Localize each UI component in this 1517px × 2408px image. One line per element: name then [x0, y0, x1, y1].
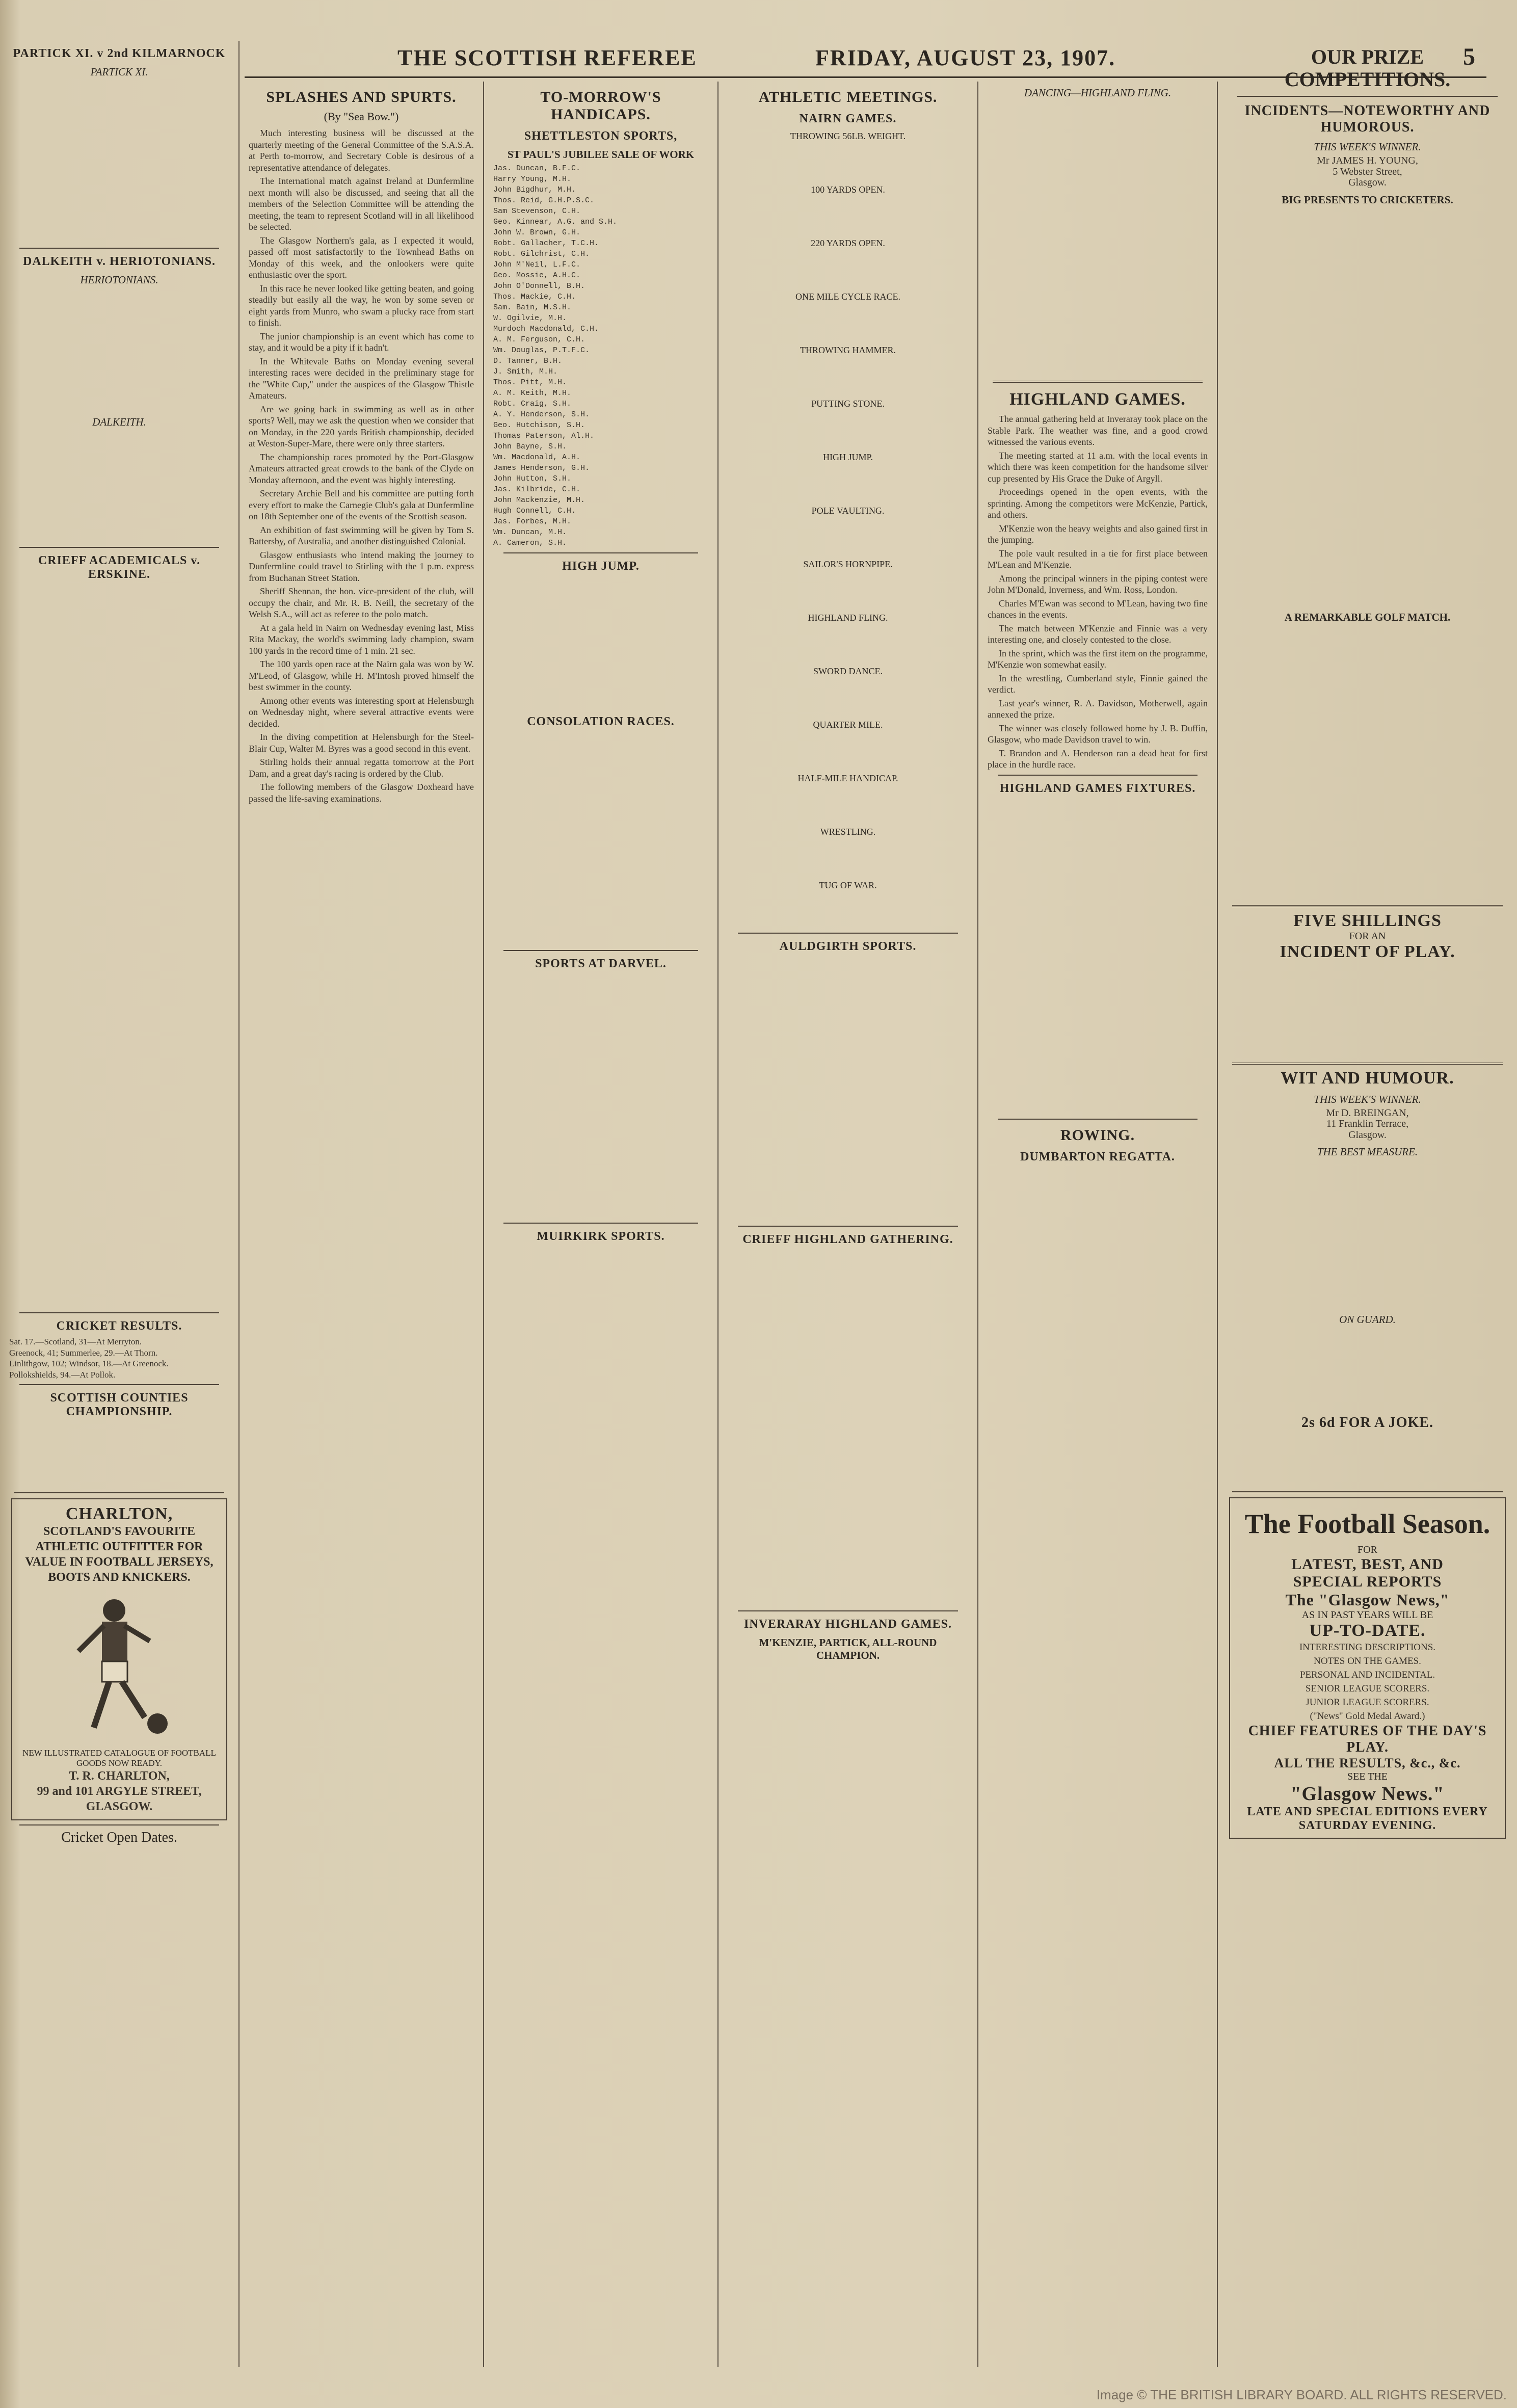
entrant-row — [493, 249, 708, 259]
divider — [1237, 96, 1498, 97]
dancing-heading: DANCING—HIGHLAND FLING. — [1024, 87, 1172, 99]
event-heading: SAILOR'S HORNPIPE. — [803, 559, 893, 569]
column-highland — [978, 82, 1218, 2367]
entrant-name: Harry Young, M.H. — [493, 175, 572, 183]
entrant-name: Jas. Kilbride, C.H. — [493, 485, 581, 494]
consolation-heading: CONSOLATION RACES. — [527, 715, 675, 728]
article-paragraph: Stirling holds their annual regatta tomorrow at the Port Dam, and a great day's racing is ordered by the Club. — [249, 757, 474, 779]
entrant-name: John M'Neil, L.F.C. — [493, 260, 581, 269]
entrant-name: Geo. Kinnear, A.G. and S.H. — [493, 218, 618, 226]
article-paragraph: The annual gathering held at Inveraray took place on the Stable Park. The weather was fine, and a good crowd witnessed the various events. — [988, 414, 1208, 447]
entrants-list — [493, 163, 708, 548]
best-measure-heading: THE BEST MEASURE. — [1317, 1146, 1418, 1158]
event-heading: QUARTER MILE. — [813, 720, 883, 730]
entrant-name: J. Smith, M.H. — [493, 367, 558, 376]
article-paragraph: Among the principal winners in the piping contest were John M'Donald, Inverness, and Wm. Ross, London. — [988, 573, 1208, 595]
entrant-name: Jas. Duncan, B.F.C. — [493, 164, 581, 173]
article-paragraph: The 100 yards open race at the Nairn gala was won by W. M'Leod, of Glasgow, while H. M'Intosh proved himself the best swimmer in the county. — [249, 659, 474, 692]
charlton-advert — [11, 1498, 227, 1820]
score-table-partick — [9, 81, 229, 244]
entrant-row — [493, 345, 708, 356]
entrant-name: A. Y. Henderson, S.H. — [493, 410, 590, 419]
entrant-row — [493, 366, 708, 377]
entrant-name: Sam. Bain, M.S.H. — [493, 303, 572, 312]
charlton-tagline: SCOTLAND'S FAVOURITE ATHLETIC OUTFITTER FOR VALUE IN FOOTBALL JERSEYS, BOOTS AND KNICKERS. — [25, 1525, 214, 1584]
match-heading-partick: PARTICK XI. v 2nd KILMARNOCK — [13, 47, 226, 60]
golf-heading: A REMARKABLE GOLF MATCH. — [1284, 611, 1451, 623]
column-scores — [0, 41, 239, 2367]
article-paragraph: Much interesting business will be discussed at the quarterly meeting of the General Committee of the S.A.S.A. at Perth to-morrow, and Secretary Coble is desirous of a representative attendance of delegates. — [249, 128, 474, 173]
article-paragraph: Among other events was interesting sport at Helensburgh on Wednesday night, where several attractive events were decided. — [249, 695, 474, 729]
entrant-row — [493, 195, 708, 206]
counties-heading: SCOTTISH COUNTIES CHAMPIONSHIP. — [50, 1391, 189, 1418]
entrant-name: Wm. Douglas, P.T.F.C. — [493, 346, 590, 355]
entrant-name: D. Tanner, B.H. — [493, 357, 563, 365]
highland-games-heading: HIGHLAND GAMES. — [1009, 390, 1186, 409]
auldgirth-block — [728, 957, 968, 1222]
entrant-name: Thos. Reid, G.H.P.S.C. — [493, 196, 595, 205]
event-results — [728, 625, 968, 661]
highland-article — [988, 413, 1208, 771]
event-heading: 220 YARDS OPEN. — [811, 238, 885, 248]
event-results — [728, 197, 968, 233]
entrant-row — [493, 420, 708, 431]
divider — [738, 933, 958, 934]
athletic-heading: ATHLETIC MEETINGS. — [758, 89, 938, 105]
article-paragraph: In the Whitevale Baths on Monday evening several interesting races were decided in the preliminary stage for the "White Cup," under the auspices of the Glasgow Thistle Amateurs. — [249, 356, 474, 401]
article-paragraph: The winner was closely followed home by J. B. Duffin, Glasgow, who made Davidson travel to win. — [988, 723, 1208, 745]
copyright-notice: Image © THE BRITISH LIBRARY BOARD. ALL RIGHTS RESERVED. — [1096, 2387, 1507, 2402]
entrant-name: Thos. Mackie, C.H. — [493, 293, 576, 301]
entrant-row — [493, 270, 708, 281]
entrant-row — [493, 452, 708, 463]
ad-the-news: The "Glasgow News," — [1285, 1591, 1450, 1609]
entrant-row — [493, 506, 708, 516]
entrant-name: Robt. Craig, S.H. — [493, 400, 572, 408]
ad-as-in: AS IN PAST YEARS WILL BE — [1301, 1609, 1433, 1621]
cricket-presents-heading: BIG PRESENTS TO CRICKETERS. — [1282, 193, 1453, 206]
event-heading: HALF-MILE HANDICAP. — [797, 773, 898, 783]
article-paragraph: Last year's winner, R. A. Davidson, Motherwell, again annexed the prize. — [988, 698, 1208, 720]
divider — [19, 1312, 219, 1313]
golf-block — [1227, 626, 1508, 901]
cricket-open-dates: Cricket Open Dates. — [61, 1830, 177, 1845]
event-heading: SWORD DANCE. — [813, 666, 883, 676]
divider — [993, 381, 1203, 383]
entrant-row — [493, 292, 708, 302]
entrant-row — [493, 441, 708, 452]
match-heading-crieff: CRIEFF ACADEMICALS v. ERSKINE. — [38, 554, 201, 581]
entrant-name: John Mackenzie, M.H. — [493, 496, 585, 505]
entrant-row — [493, 259, 708, 270]
entrant-name: John O'Donnell, B.H. — [493, 282, 585, 290]
event-heading: THROWING HAMMER. — [800, 345, 896, 355]
entrant-row — [493, 227, 708, 238]
divider — [19, 547, 219, 548]
high-jump-block — [493, 576, 708, 709]
entrant-name: Thos. Pitt, M.H. — [493, 378, 567, 387]
article-paragraph: The meeting started at 11 a.m. with the local events in which there was keen competition for the handsome silver cup presented by His Grace the Duke of Argyll. — [988, 450, 1208, 484]
article-paragraph: Are we going back in swimming as well as in other sports? Well, may we ask the question when we consider that on Monday, in the 220 yards British championship, decided at Weston-Super-Mare, there were only three starters. — [249, 404, 474, 448]
ad-results: ALL THE RESULTS, &c., &c. — [1274, 1756, 1461, 1770]
divider — [503, 552, 698, 553]
issue-date: FRIDAY, AUGUST 23, 1907. — [815, 45, 1116, 70]
event-results — [728, 465, 968, 500]
entrant-row — [493, 184, 708, 195]
event-heading: 100 YARDS OPEN. — [811, 184, 885, 195]
ad-glasgow-news: "Glasgow News." — [1290, 1783, 1445, 1805]
glasgow-news-advert — [1229, 1497, 1506, 1839]
winner-heading: THIS WEEK'S WINNER. — [1314, 141, 1421, 153]
footballer-illustration — [53, 1590, 185, 1743]
crieff-heading: CRIEFF HIGHLAND GATHERING. — [742, 1233, 953, 1246]
ad-late: LATE AND SPECIAL EDITIONS EVERY SATURDAY EVENING. — [1247, 1805, 1488, 1832]
divider — [738, 1610, 958, 1611]
wit-winner-name: Mr D. BREINGAN, 11 Franklin Terrace, Glasgow. — [1326, 1107, 1409, 1141]
entrant-row — [493, 174, 708, 184]
entrant-row — [493, 527, 708, 538]
dumbarton-heading: DUMBARTON REGATTA. — [1020, 1150, 1175, 1163]
event-results — [728, 893, 968, 929]
entrant-row — [493, 281, 708, 292]
newspaper-title: THE SCOTTISH REFEREE — [397, 45, 697, 70]
entrant-name: Robt. Gallacher, T.C.H. — [493, 239, 599, 248]
divider — [503, 1223, 698, 1224]
article-paragraph: In the wrestling, Cumberland style, Finnie gained the verdict. — [988, 673, 1208, 695]
event-results — [728, 786, 968, 822]
team-heading-heriotonians: HERIOTONIANS. — [80, 274, 158, 286]
event-results — [728, 732, 968, 768]
entrant-row — [493, 399, 708, 409]
sale-of-work-heading: ST PAUL'S JUBILEE SALE OF WORK — [507, 148, 695, 161]
event-heading: HIGH JUMP. — [822, 452, 873, 462]
entrant-row — [493, 356, 708, 366]
crieff-block — [728, 1250, 968, 1606]
entrant-name: Thomas Paterson, Al.H. — [493, 432, 595, 440]
entrant-name: Robt. Gilchrist, C.H. — [493, 250, 590, 258]
event-heading: HIGHLAND FLING. — [808, 613, 888, 623]
ad-up-to-date: UP-TO-DATE. — [1309, 1621, 1426, 1640]
article-paragraph: Proceedings opened in the open events, with the sprinting. Among the competitors were McKenzie, Partick, and others. — [988, 487, 1208, 520]
entrant-name: A. M. Keith, M.H. — [493, 389, 572, 398]
entrant-name: John W. Brown, G.H. — [493, 228, 581, 237]
divider — [1232, 1063, 1503, 1065]
entrant-row — [493, 377, 708, 388]
score-table-heriotonians — [9, 288, 229, 411]
column-splashes — [239, 82, 484, 2367]
incident-of-play: INCIDENT OF PLAY. — [1280, 942, 1455, 961]
article-paragraph: An exhibition of fast swimming will be given by Tom S. Battersby, of Australia, and another distinguished Colonial. — [249, 524, 474, 546]
inveraray-heading: INVERARAY HIGHLAND GAMES. — [744, 1618, 952, 1631]
event-results — [728, 144, 968, 179]
article-paragraph: The pole vault resulted in a tie for first place between M'Lean and M'Kenzie. — [988, 548, 1208, 570]
entrant-name: Wm. Duncan, M.H. — [493, 528, 567, 537]
event-heading: POLE VAULTING. — [811, 506, 885, 516]
entrant-name: John Hutton, S.H. — [493, 474, 572, 483]
entrant-row — [493, 217, 708, 227]
divider — [14, 1492, 224, 1494]
divider — [738, 1226, 958, 1227]
entrant-name: Murdoch Macdonald, C.H. — [493, 325, 599, 333]
article-paragraph: In the diving competition at Helensburgh for the Steel-Blair Cup, Walter M. Byres was a good second in this event. — [249, 732, 474, 754]
event-heading: PUTTING STONE. — [811, 399, 885, 409]
event-results — [728, 304, 968, 340]
entrant-name: W. Ogilvie, M.H. — [493, 314, 567, 323]
column-handicaps — [484, 82, 718, 2367]
entrant-name: John Bayne, S.H. — [493, 442, 567, 451]
cricket-results-list: Sat. 17.—Scotland, 31—At Merryton. Greenock, 41; Summerlee, 29.—At Thorn. Linlithgow, 102; Windsor, 18.—At Greenock. Pollokshields, 94.—At Pollok. — [9, 1337, 169, 1380]
divider — [503, 950, 698, 951]
entrant-row — [493, 538, 708, 548]
ad-latest: LATEST, BEST, AND — [1291, 1556, 1444, 1573]
cricket-presents-block — [1227, 208, 1508, 606]
on-guard-block — [1227, 1328, 1508, 1415]
entrant-row — [493, 334, 708, 345]
darvel-block — [493, 974, 708, 1219]
events-list — [728, 131, 968, 929]
article-paragraph: Glasgow enthusiasts who intend making the journey to Dunfermline could travel to Stirling with the 1 p.m. express from Buchanan Street Station. — [249, 549, 474, 583]
charlton-name: CHARLTON, — [65, 1504, 173, 1523]
article-paragraph: The following members of the Glasgow Doxheard have passed the life-saving examinations. — [249, 782, 474, 804]
handicaps-heading: TO-MORROW'S HANDICAPS. — [540, 89, 661, 123]
entrant-row — [493, 463, 708, 473]
entrant-row — [493, 388, 708, 399]
entrant-name: Hugh Connell, C.H. — [493, 507, 576, 515]
entrant-row — [493, 495, 708, 506]
competitions-heading: OUR PRIZE COMPETITIONS. — [1284, 45, 1451, 91]
entrant-row — [493, 484, 708, 495]
entrant-name: James Henderson, G.H. — [493, 464, 590, 472]
entrant-row — [493, 516, 708, 527]
joke-heading: 2s 6d FOR A JOKE. — [1301, 1415, 1433, 1431]
winner-name: Mr JAMES H. YOUNG, 5 Webster Street, Glasgow. — [1317, 155, 1418, 188]
article-paragraph: The International match against Ireland at Dunfermline next month will also be discussed, and seeing that all the members of the Selection Committee will be attending the meeting, the team to represent Scotland will in all likelihood be selected. — [249, 176, 474, 232]
event-heading: TUG OF WAR. — [819, 880, 877, 890]
event-results — [728, 518, 968, 554]
entrant-name: Jas. Forbes, M.H. — [493, 517, 572, 526]
incidents-heading: INCIDENTS—NOTEWORTHY AND HUMOROUS. — [1244, 103, 1491, 135]
divider — [19, 1384, 219, 1385]
article-paragraph: T. Brandon and A. Henderson ran a dead heat for first place in the hurdle race. — [988, 748, 1208, 770]
entrant-row — [493, 313, 708, 324]
article-paragraph: In the sprint, which was the first item on the programme, M'Kenzie won somewhat easily. — [988, 648, 1208, 670]
article-paragraph: Charles M'Ewan was second to M'Lean, having two fine chances in the events. — [988, 598, 1208, 620]
article-paragraph: The match between M'Kenzie and Finnie was a very interesting one, and closely contested to the close. — [988, 623, 1208, 645]
rowing-heading: ROWING. — [1060, 1126, 1135, 1144]
auldgirth-heading: AULDGIRTH SPORTS. — [779, 940, 917, 953]
event-heading: ONE MILE CYCLE RACE. — [795, 292, 900, 302]
divider — [1232, 1491, 1503, 1493]
five-shillings: FIVE SHILLINGS — [1293, 911, 1442, 930]
entrant-name: Sam Stevenson, C.H. — [493, 207, 581, 216]
entrant-name: Geo. Hutchison, S.H. — [493, 421, 585, 430]
event-results — [728, 679, 968, 715]
dancing-block — [988, 101, 1208, 377]
ad-chief: CHIEF FEATURES OF THE DAY'S PLAY. — [1248, 1723, 1487, 1755]
splashes-byline: (By "Sea Bow.") — [324, 110, 399, 123]
event-results — [728, 411, 968, 447]
ad-see: SEE THE — [1347, 1771, 1388, 1782]
divider — [19, 248, 219, 249]
entrant-row — [493, 324, 708, 334]
charlton-address: T. R. CHARLTON, 99 and 101 ARGYLE STREET, GLASGOW. — [37, 1769, 202, 1813]
match-heading-dalkeith: DALKEITH v. HERIOTONIANS. — [23, 255, 216, 268]
article-paragraph: Sheriff Shennan, the hon. vice-president of the club, will occupy the chair, and Mr. R. B. Neill, the secretary of the Welsh S.A., will act as referee to the polo match. — [249, 586, 474, 619]
counties-table — [9, 1422, 229, 1488]
splashes-heading: SPLASHES AND SPURTS. — [266, 89, 457, 105]
wit-humour-heading: WIT AND HUMOUR. — [1281, 1068, 1454, 1088]
entrant-name: Wm. Macdonald, A.H. — [493, 453, 581, 462]
event-results — [728, 251, 968, 286]
team-heading-dalkeith: DALKEITH. — [92, 416, 146, 428]
charlton-catalogue: NEW ILLUSTRATED CATALOGUE OF FOOTBALL GOODS NOW READY. — [22, 1748, 216, 1768]
splashes-article — [249, 127, 474, 804]
consolation-block — [493, 732, 708, 946]
entrant-name: John Bigdhur, M.H. — [493, 186, 576, 194]
entrant-row — [493, 473, 708, 484]
event-results — [728, 358, 968, 393]
entrant-row — [493, 206, 708, 217]
article-paragraph: The Glasgow Northern's gala, as I expected it would, passed off most satisfactorily to the Townhead Baths on Monday of this week, and the onlookers were quite enthusiastic over the sport. — [249, 235, 474, 280]
entrant-row — [493, 409, 708, 420]
article-paragraph: M'Kenzie won the heavy weights and also gained first in the jumping. — [988, 523, 1208, 545]
event-heading: WRESTLING. — [820, 827, 876, 837]
divider — [998, 775, 1197, 776]
cricket-results-heading: CRICKET RESULTS. — [56, 1319, 182, 1333]
team-heading-partick: PARTICK XI. — [90, 66, 148, 78]
event-results — [728, 572, 968, 607]
scorecard-block — [9, 585, 229, 1308]
entrant-name: A. M. Ferguson, C.H. — [493, 335, 585, 344]
entrant-row — [493, 163, 708, 174]
muirkirk-heading: MUIRKIRK SPORTS. — [537, 1230, 665, 1243]
ad-features: INTERESTING DESCRIPTIONS. NOTES ON THE GAMES. PERSONAL AND INCIDENTAL. SENIOR LEAGUE SCORERS. JUNIOR LEAGUE SCORERS. ("News" Gold Medal Award.) — [1299, 1642, 1436, 1722]
divider — [1232, 905, 1503, 907]
entrant-row — [493, 431, 708, 441]
footballer-icon — [53, 1590, 185, 1743]
mckenzie-heading: M'KENZIE, PARTICK, ALL-ROUND CHAMPION. — [759, 1636, 937, 1661]
fixtures-block — [988, 799, 1208, 1115]
entrant-name: A. Cameron, S.H. — [493, 539, 567, 547]
nairn-heading: NAIRN GAMES. — [799, 112, 897, 125]
event-heading: THROWING 56LB. WEIGHT. — [790, 131, 906, 141]
article-paragraph: The junior championship is an event which has come to stay, and it would be a pity if it hadn't. — [249, 331, 474, 353]
entrant-row — [493, 302, 708, 313]
high-jump-heading: HIGH JUMP. — [562, 560, 640, 573]
article-paragraph: The championship races promoted by the Port-Glasgow Amateurs attracted great crowds to the bank of the Clyde on Monday afternoon, and the event was highly interesting. — [249, 452, 474, 485]
joke-block — [1227, 1431, 1508, 1487]
on-guard-heading: ON GUARD. — [1339, 1313, 1396, 1326]
divider — [998, 1119, 1197, 1120]
ad-for: FOR — [1358, 1544, 1377, 1555]
divider — [19, 1824, 219, 1825]
ad-special: SPECIAL REPORTS — [1293, 1573, 1442, 1590]
article-paragraph: At a gala held in Nairn on Wednesday evening last, Miss Rita Mackay, the world's swimming lady champion, swam 100 yards in the record time of 1 min. 21 sec. — [249, 622, 474, 656]
football-season: The Football Season. — [1244, 1509, 1491, 1539]
fixtures-heading: HIGHLAND GAMES FIXTURES. — [999, 781, 1196, 795]
article-paragraph: Secretary Archie Bell and his committee are putting forth every effort to make the Carnegie Club's gala at Dunfermline on 18th September one of the events of the Scottish season. — [249, 488, 474, 521]
event-results — [728, 839, 968, 875]
incident-block — [1227, 962, 1508, 1059]
darvel-heading: SPORTS AT DARVEL. — [535, 957, 667, 970]
shettleston-heading: SHETTLESTON SPORTS, — [524, 129, 678, 143]
for-an: FOR AN — [1349, 930, 1386, 942]
article-paragraph: In this race he never looked like getting beaten, and going steadily but easily all the way, he won by some seven or eight yards from Munro, who swam a plucky race from start to finish. — [249, 283, 474, 328]
column-competitions — [1218, 41, 1517, 2367]
entrant-name: Geo. Mossie, A.H.C. — [493, 271, 581, 280]
wit-winner-heading: THIS WEEK'S WINNER. — [1314, 1093, 1421, 1105]
entrant-row — [493, 238, 708, 249]
column-athletic — [718, 82, 978, 2367]
page-number: 5 — [1463, 43, 1476, 70]
best-measure-block — [1227, 1160, 1508, 1308]
score-table-dalkeith — [9, 431, 229, 543]
